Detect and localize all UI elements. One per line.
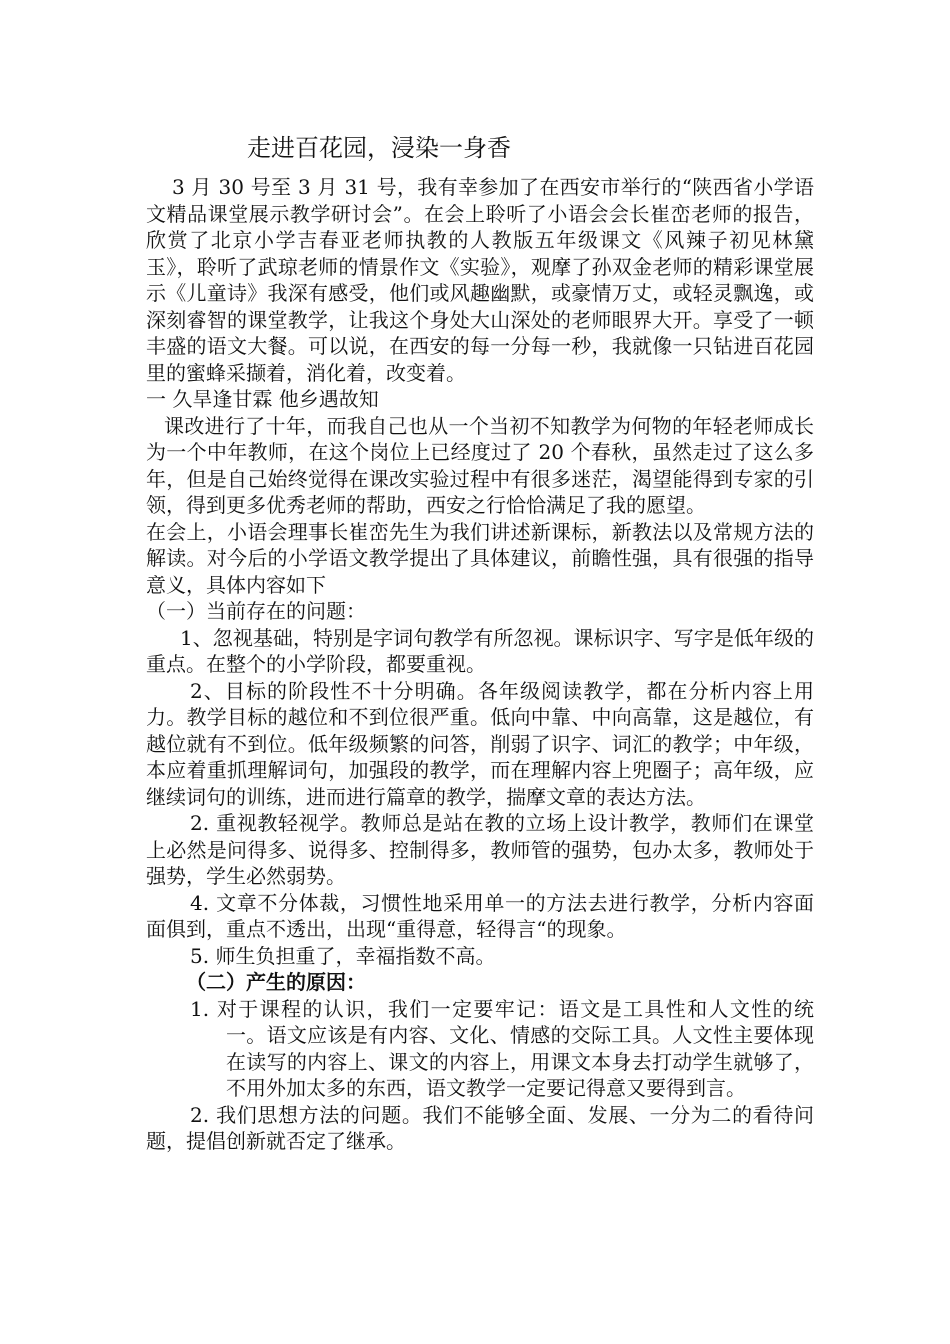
subsection-heading-causes: （二）产生的原因： [186, 970, 366, 994]
list-item: 2. 重视教轻视学。教师总是站在教的立场上设计教学，教师们在课堂上必然是问得多、说得多、控制得多，教师管的强势，包办太多，教师处于强势，学生必然弱势。 [146, 811, 814, 888]
list-item: 5. 师生负担重了，幸福指数不高。 [190, 943, 496, 968]
list-item: 1. 对于课程的认识，我们一定要牢记：语文是工具性和人文性的统一。语文应该是有内容、文化、情感的交际工具。人文性主要体现在读写的内容上、课文的内容上，用课文本身去打动学生就够了，不用外加太多的东西，语文教学一定要记得意又要得到言。 [190, 996, 814, 1100]
list-item: 1、忽视基础，特别是字词句教学有所忽视。课标识字、写字是低年级的重点。在整个的小学阶段，都要重视。 [146, 625, 814, 676]
body-paragraph: 课改进行了十年，而我自己也从一个当初不知教学为何物的年轻老师成长为一个中年教师，在这个岗位上已经度过了 20 个春秋，虽然走过了这么多年，但是自己始终觉得在课改实验过程中有很多迷茫，渴望能得到专家的引领，得到更多优秀老师的帮助，西安之行恰恰满足了我的愿望。 [146, 413, 814, 517]
document-title: 走进百花园，浸染一身香 [247, 134, 511, 162]
list-item: 4. 文章不分体裁，习惯性地采用单一的方法去进行教学，分析内容面面俱到，重点不透出，出现“重得意，轻得言“的现象。 [146, 890, 814, 941]
intro-paragraph: 3 月 30 号至 3 月 31 号，我有幸参加了在西安市举行的“陕西省小学语文精品课堂展示教学研讨会”。在会上聆听了小语会会长崔峦老师的报告，欣赏了北京小学吉春亚老师执教的人教版五年级课文《风辣子初见林黛玉》，聆听了武琼老师的情景作文《实验》，观摩了孙双金老师的精彩课堂展示《儿童诗》我深有感受，他们或风趣幽默，或豪情万丈，或轻灵飘逸，或深刻睿智的课堂教学，让我这个身处大山深处的老师眼界大开。享受了一顿丰盛的语文大餐。可以说，在西安的每一分每一秒，我就像一只钻进百花园里的蜜蜂采撷着，消化着，改变着。 [146, 175, 814, 385]
list-item: 2. 我们思想方法的问题。我们不能够全面、发展、一分为二的看待问题，提倡创新就否定了继承。 [146, 1102, 814, 1153]
list-item: 2、目标的阶段性不十分明确。各年级阅读教学，都在分析内容上用力。教学目标的越位和不到位很严重。低向中靠、中向高靠，这是越位，有越位就有不到位。低年级频繁的问答，削弱了识字、词汇的教学；中年级，本应着重抓理解词句，加强段的教学，而在理解内容上兜圈子；高年级，应继续词句的训练，进而进行篇章的教学，揣摩文章的表达方法。 [146, 678, 814, 809]
body-paragraph: 在会上，小语会理事长崔峦先生为我们讲述新课标，新教法以及常规方法的解读。对今后的小学语文教学提出了具体建议，前瞻性强，具有很强的指导意义，具体内容如下 [146, 519, 814, 597]
subsection-heading-problems: （一）当前存在的问题： [146, 599, 366, 623]
document-body [146, 174, 814, 1155]
section-heading-1: 一 久旱逢甘霖 他乡遇故知 [146, 387, 379, 411]
